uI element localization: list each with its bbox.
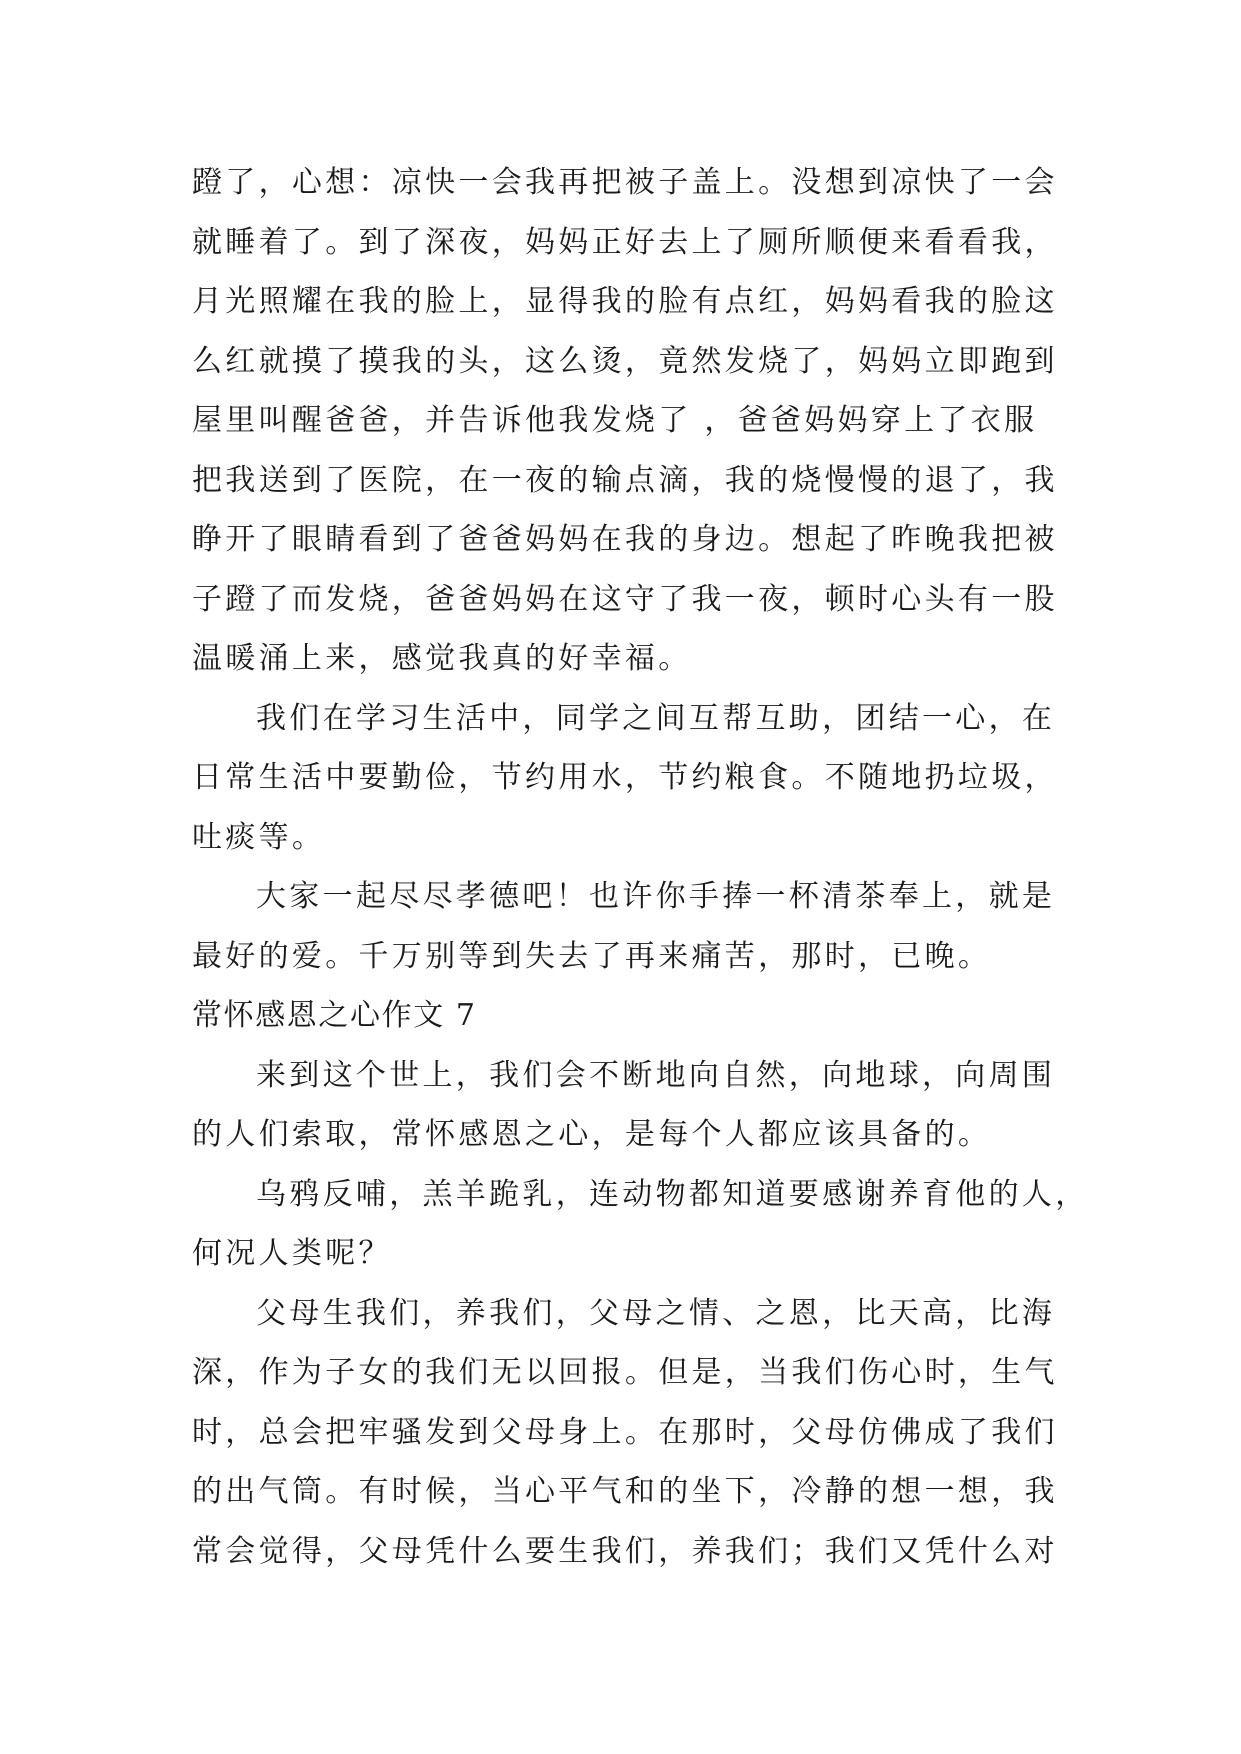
text-line: 吐痰等。	[192, 819, 326, 855]
text-line: 屋里叫醒爸爸，并告诉他我发烧了 ，爸爸妈妈穿上了衣服	[192, 403, 1038, 438]
text-line: 常会觉得，父母凭什么要生我们，养我们；我们又凭什么对	[192, 1533, 1058, 1569]
text-line: 睁开了眼睛看到了爸爸妈妈在我的身边。想起了昨晚我把被	[192, 522, 1058, 557]
text-line: 把我送到了医院，在一夜的输点滴，我的烧慢慢的退了，我	[192, 462, 1058, 498]
text-line: 蹬了，心想：凉快一会我再把被子盖上。没想到凉快了一会	[192, 165, 1058, 200]
text-line: 何况人类呢？	[192, 1236, 392, 1271]
text-line: 的人们索取，常怀感恩之心，是每个人都应该具备的。	[192, 1117, 992, 1152]
body-text	[192, 153, 1089, 1581]
text-line: 就睡着了。到了深夜，妈妈正好去上了厕所顺便来看看我，	[192, 224, 1058, 260]
text-line: 最好的爱。千万别等到失去了再来痛苦，那时，已晚。	[192, 938, 992, 974]
text-line: 子蹬了而发烧，爸爸妈妈在这守了我一夜，顿时心头有一股	[192, 581, 1058, 617]
paragraph-first-line: 乌鸦反哺，羔羊跪乳，连动物都知道要感谢养育他的人，	[256, 1176, 1089, 1212]
text-line: 时，总会把牢骚发到父母身上。在那时，父母仿佛成了我们	[192, 1414, 1058, 1450]
text-line: 月光照耀在我的脸上，显得我的脸有点红，妈妈看我的脸这	[192, 284, 1058, 319]
paragraph-first-line: 我们在学习生活中，同学之间互帮互助，团结一心，在	[256, 700, 1056, 736]
text-line: 温暖涌上来，感觉我真的好幸福。	[192, 641, 692, 676]
text-line: 日常生活中要勤俭，节约用水，节约粮食。不随地扔垃圾，	[192, 760, 1058, 795]
section-heading: 常怀感恩之心作文 7	[192, 998, 477, 1033]
text-line: 么红就摸了摸我的头，这么烫，竟然发烧了，妈妈立即跑到	[192, 343, 1058, 379]
paragraph-first-line: 父母生我们，养我们，父母之情、之恩，比天高，比海	[256, 1295, 1056, 1331]
paragraph-first-line: 大家一起尽尽孝德吧！也许你手捧一杯清茶奉上，就是	[256, 879, 1056, 914]
text-line: 深，作为子女的我们无以回报。但是，当我们伤心时，生气	[192, 1355, 1058, 1390]
paragraph-first-line: 来到这个世上，我们会不断地向自然，向地球，向周围	[256, 1057, 1056, 1093]
text-line: 的出气筒。有时候，当心平气和的坐下，冷静的想一想，我	[192, 1474, 1058, 1509]
